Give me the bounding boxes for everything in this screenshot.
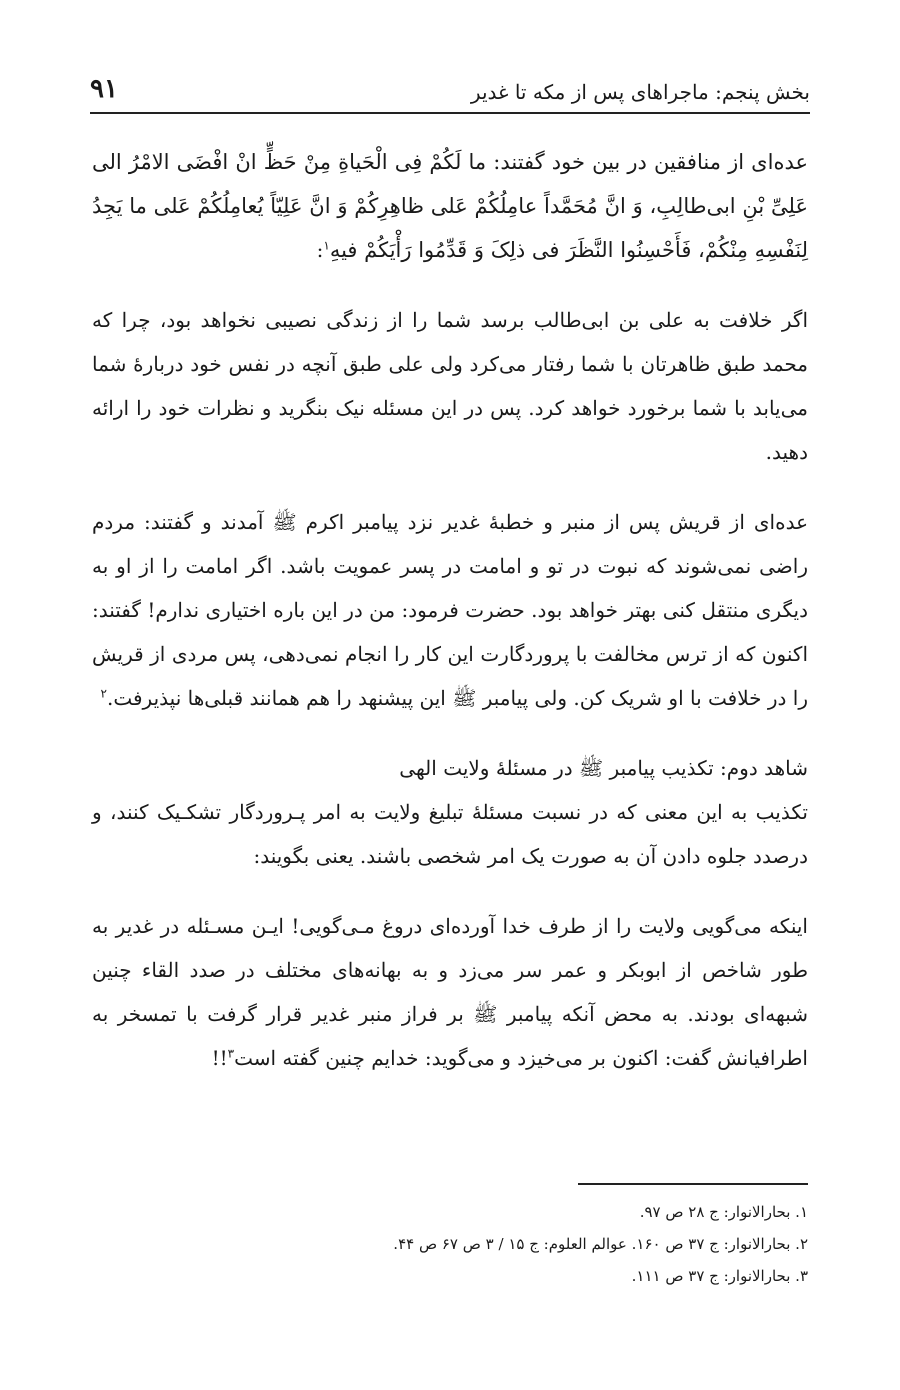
- exclamation: !!: [211, 1046, 228, 1070]
- paragraph-hadith-quote: [92, 140, 808, 272]
- paragraph-quote: [92, 904, 808, 1080]
- paragraph-quraysh-text: عده‌ای از قریش پس از منبر و خطبهٔ غدیر نزد پیامبر اکرم ﷺ آمدند و گفتند: مردم راضی نمی‌شوند که نبوت در تو و امامت در پسر عمویت باشد. اگر امامت را از او به دیگری منتقل کنی بهتر خواهد بود. حضرت فرمود: من در این باره اختیاری ندارم! گفتند: اکنون که از ترس مخالفت با پروردگارت این کار را انجام نمی‌دهی، پس مردی از قریش را در خلافت با او شریک کن. ولی پیامبر ﷺ این پیشنهد را هم همانند قبلی‌ها نپذیرفت.: [92, 510, 808, 710]
- page-header: [90, 62, 810, 114]
- section-heading: شاهد دوم: تکذیب پیامبر ﷺ در مسئلهٔ ولایت الهی: [399, 756, 808, 780]
- footnote-1: ۱. بحارالانوار: ج ۲۸ ص ۹۷.: [639, 1203, 808, 1221]
- footnotes: [92, 1196, 808, 1292]
- footnote-2: ۲. بحارالانوار: ج ۳۷ ص ۱۶۰. عوالم العلوم: ج ۱۵ / ۳ ص ۶۷ ص ۴۴.: [393, 1235, 808, 1253]
- paragraph-quraysh: [92, 500, 808, 720]
- footnote-ref-3: ۳: [227, 1046, 235, 1061]
- body-text: [92, 140, 808, 1106]
- paragraph-definition: تکذیب به این معنی که در نسبت مسئلهٔ تبلیغ ولایت به امر پـروردگار تشکـیک کنند، و درصدد جلوه دادن آن به صورت یک امر شخصی باشند. یعنی بگویند:: [92, 800, 808, 868]
- footnote-divider: [578, 1183, 808, 1185]
- colon: :: [316, 238, 324, 262]
- paragraph-translation: اگر خلافت به علی بن ابی‌طالب برسد شما را از زندگی نصیبی نخواهد بود، چرا که محمد طبق ظاهرتان با شما رفتار می‌کرد ولی علی طبق آنچه در نفس خود دربارهٔ شما می‌یابد با شما برخورد خواهد کرد. پس در این مسئله نیک بنگرید و نظرات خود را ارائه دهید.: [92, 308, 809, 464]
- page-number: ۹۱: [90, 74, 118, 104]
- arabic-quote: عده‌ای از منافقین در بین خود گفتند: ما لَکُمْ فِی الْحَیاةِ مِنْ حَظٍّ انْ افْضَی الامْرُ الی عَلِیِّ بْنِ ابی‌طالِبِ، وَ انَّ مُحَمَّداً عامِلُکُمْ عَلی ظاهِرِکُمْ وَ انَّ عَلِیّاً یُعامِلُکُمْ عَلی ما یَجِدُ لِنَفْسِهِ مِنْکُمْ، فَأَحْسِنُوا النَّظَرَ فی ذلِکَ وَ قَدِّمُوا رَأْیَکُمْ فیهِ: [92, 150, 808, 262]
- running-title: بخش پنجم: ماجراهای پس از مکه تا غدیر: [470, 80, 810, 104]
- paragraph-quote-text: اینکه می‌گویی ولایت را از طرف خدا آورده‌ای دروغ مـی‌گویی! ایـن مسـئله در غدیر به طور شاخص از ابوبکر و عمر سر می‌زد و به بهانه‌های مختلف در صدد القاء چنین شبهه‌ای بودند. به محض آنکه پیامبر ﷺ بر فراز منبر غدیر قرار گرفت با تمسخر به اطرافیانش گفت: اکنون بر می‌خیزد و می‌گوید: خدایم چنین گفته است: [92, 914, 809, 1070]
- footnote-ref-2: ۲: [100, 686, 107, 701]
- footnote-ref-1: ۱: [323, 238, 330, 253]
- footnote-3: ۳. بحارالانوار: ج ۳۷ ص ۱۱۱.: [631, 1267, 808, 1285]
